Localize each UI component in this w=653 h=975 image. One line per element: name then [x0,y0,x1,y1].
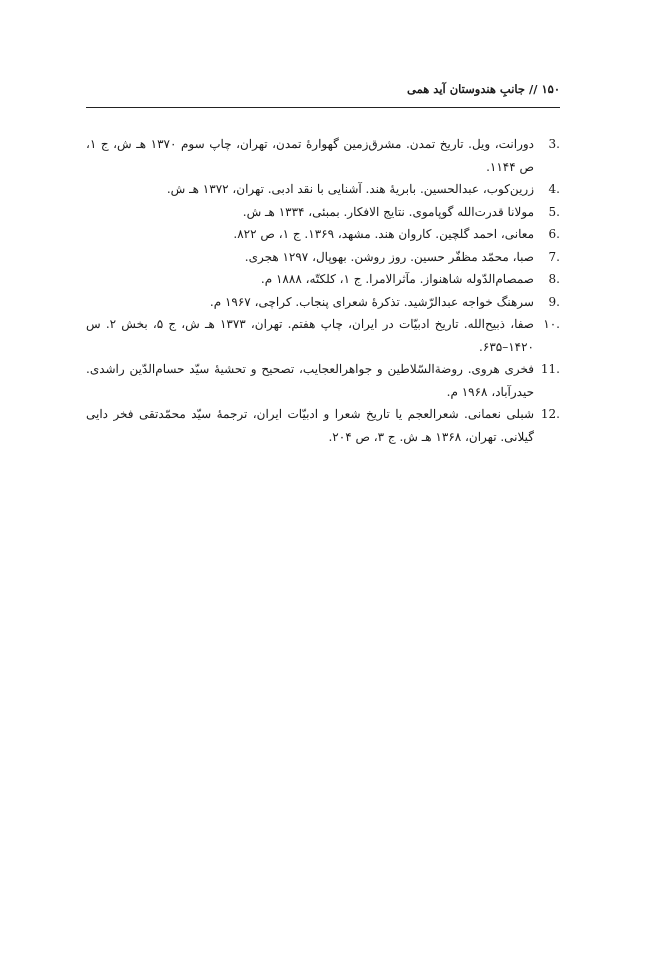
reference-text: صبا، محمّد مظفّر حسین. روز روشن. بهوپال، ۱۲۹۷ هجری. [244,249,534,264]
reference-number: .۱۰ [543,317,560,331]
reference-item [86,268,560,291]
reference-text: زرین‌کوب، عبدالحسین. بابریهٔ هند. آشنایی با نقد ادبی. تهران، ۱۳۷۲ هـ ش. [166,182,534,196]
reference-list [86,133,560,448]
reference-item [86,246,560,269]
header-separator: // [529,82,538,96]
reference-text: شبلی نعمانی. شعرالعجم یا تاریخ شعرا و ادبیّات ایران، ترجمهٔ سیّد محمّدتقی فخر دایی گیلانی. تهران، ۱۳۶۸ هـ ش. ج ۳، ص ۲۰۴. [86,407,534,444]
reference-number: .12 [540,407,560,421]
reference-item [86,201,560,224]
reference-item [86,403,560,448]
reference-number: .7 [548,249,560,264]
page-number: ۱۵۰ [541,82,560,96]
reference-number: .9 [548,294,560,309]
reference-item [86,133,560,178]
reference-number: .4 [548,182,560,196]
reference-number: .5 [548,204,560,219]
reference-text: معانی، احمد گلچین. کاروان هند. مشهد، ۱۳۶۹. ج ۱، ص ۸۲۲. [233,227,534,241]
reference-item [86,291,560,314]
reference-text: مولانا قدرت‌الله گوپاموی. نتایج الافکار. بمبئی، ۱۳۳۴ هـ ش. [242,204,534,219]
reference-text: سرهنگ خواجه عبدالرّشید. تذکرهٔ شعرای پنجاب. کراچی، ۱۹۶۷ م. [209,294,534,309]
reference-item [86,223,560,246]
reference-text: صفا، ذبیح‌الله. تاریخ ادبیّات در ایران، چاپ هفتم. تهران، ۱۳۷۳ هـ ش، ج ۵، بخش ۲. س ۱۴۲۰–۶۳۵. [86,317,534,354]
reference-number: .3 [548,137,560,151]
reference-item [86,178,560,201]
reference-text: دورانت، ویل. تاریخ تمدن. مشرق‌زمین گهوارهٔ تمدن، تهران، چاپ سوم ۱۳۷۰ هـ ش، ج ۱، ص ۱۱۴۴. [86,137,534,174]
header-divider [86,107,560,108]
reference-number: .8 [548,272,560,286]
reference-text: فخری هروی. روضة‌السّلاطین و جواهرالعجایب، تصحیح و تحشیهٔ سیّد حسام‌الدّین راشدی. حیدرآباد، ۱۹۶۸ م. [86,362,534,399]
reference-item [86,358,560,403]
reference-text: صمصام‌الدّوله شاهنواز. مآثرالامرا. ج ۱، کلکتّه، ۱۸۸۸ م. [260,272,534,286]
running-title: جانبِ هندوستان آید همی [407,82,526,96]
reference-number: .11 [540,362,560,376]
running-header [86,82,560,96]
reference-number: .6 [548,227,560,241]
reference-item [86,313,560,358]
